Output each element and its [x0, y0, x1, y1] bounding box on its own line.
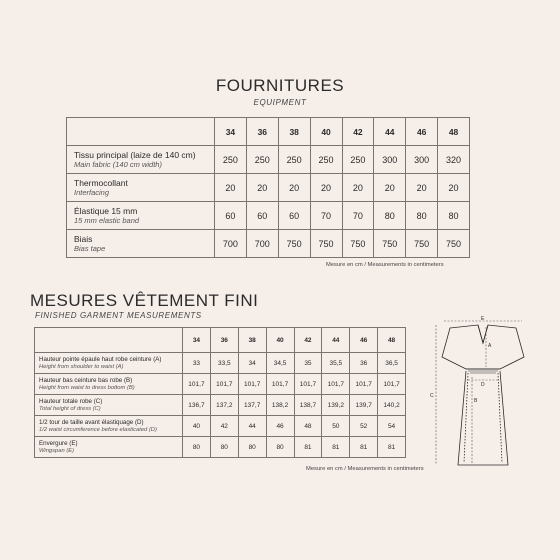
row-sublabel: Height from waist to dress bottom (B)	[39, 384, 135, 391]
value-cell: 35	[294, 353, 322, 374]
size-header: 34	[183, 328, 211, 353]
size-header: 36	[210, 328, 238, 353]
table-row	[35, 437, 406, 458]
size-header: 44	[322, 328, 350, 353]
label-e: E	[481, 316, 485, 322]
value-cell: 101,7	[266, 374, 294, 395]
value-cell: 101,7	[378, 374, 406, 395]
value-cell: 250	[246, 146, 278, 174]
value-cell: 137,7	[238, 395, 266, 416]
value-cell: 33,5	[210, 353, 238, 374]
value-cell: 138,7	[294, 395, 322, 416]
label-a: A	[488, 343, 492, 349]
header-empty-cell	[35, 328, 183, 353]
row-label: Hauteur bas ceinture bas robe (B)	[39, 376, 133, 384]
value-cell: 36,5	[378, 353, 406, 374]
size-header: 46	[406, 118, 438, 146]
value-cell: 750	[342, 230, 374, 258]
row-label-cell	[67, 146, 215, 174]
finished-subtitle: FINISHED GARMENT MEASUREMENTS	[35, 311, 202, 320]
size-header: 38	[278, 118, 310, 146]
value-cell: 81	[378, 437, 406, 458]
value-cell: 101,7	[322, 374, 350, 395]
value-cell: 300	[374, 146, 406, 174]
value-cell: 34	[238, 353, 266, 374]
value-cell: 139,7	[350, 395, 378, 416]
equipment-table	[66, 117, 470, 258]
row-label: Thermocollant	[74, 178, 128, 188]
label-d: D	[481, 382, 485, 388]
value-cell: 750	[310, 230, 342, 258]
table-row	[35, 374, 406, 395]
table-row	[67, 202, 470, 230]
equipment-title: FOURNITURES	[215, 76, 345, 95]
value-cell: 139,2	[322, 395, 350, 416]
value-cell: 80	[210, 437, 238, 458]
row-sublabel: Interfacing	[74, 188, 110, 197]
value-cell: 60	[278, 202, 310, 230]
row-label-cell	[35, 353, 183, 374]
value-cell: 20	[215, 174, 247, 202]
value-cell: 250	[278, 146, 310, 174]
finished-title: MESURES VÊTEMENT FINI	[30, 291, 259, 310]
size-header: 48	[438, 118, 470, 146]
value-cell: 250	[310, 146, 342, 174]
value-cell: 80	[438, 202, 470, 230]
value-cell: 250	[215, 146, 247, 174]
value-cell: 700	[246, 230, 278, 258]
value-cell: 320	[438, 146, 470, 174]
value-cell: 101,7	[210, 374, 238, 395]
row-sublabel: 15 mm elastic band	[74, 216, 140, 225]
value-cell: 34,5	[266, 353, 294, 374]
label-b: B	[474, 398, 478, 404]
row-label: Biais	[74, 234, 93, 244]
size-header: 44	[374, 118, 406, 146]
value-cell: 700	[215, 230, 247, 258]
value-cell: 140,2	[378, 395, 406, 416]
value-cell: 300	[406, 146, 438, 174]
row-label: Hauteur totale robe (C)	[39, 397, 103, 405]
value-cell: 81	[322, 437, 350, 458]
value-cell: 20	[406, 174, 438, 202]
size-header: 42	[342, 118, 374, 146]
row-label: Élastique 15 mm	[74, 206, 138, 216]
row-label-cell	[67, 174, 215, 202]
value-cell: 80	[183, 437, 211, 458]
value-cell: 80	[374, 202, 406, 230]
equipment-note: Mesure en cm / Measurements in centimeters	[326, 262, 444, 268]
value-cell: 70	[310, 202, 342, 230]
size-header: 48	[378, 328, 406, 353]
value-cell: 80	[266, 437, 294, 458]
label-c: C	[430, 393, 434, 399]
value-cell: 101,7	[183, 374, 211, 395]
row-label-cell	[35, 395, 183, 416]
table-header-row	[67, 118, 470, 146]
value-cell: 20	[342, 174, 374, 202]
value-cell: 81	[294, 437, 322, 458]
size-header: 36	[246, 118, 278, 146]
size-header: 34	[215, 118, 247, 146]
value-cell: 50	[322, 416, 350, 437]
table-row	[67, 230, 470, 258]
finished-measurements-table	[34, 327, 406, 458]
size-header: 46	[350, 328, 378, 353]
row-sublabel: Bias tape	[74, 244, 106, 253]
table-row	[35, 395, 406, 416]
table-row	[67, 146, 470, 174]
value-cell: 60	[215, 202, 247, 230]
value-cell: 750	[438, 230, 470, 258]
value-cell: 750	[374, 230, 406, 258]
value-cell: 81	[350, 437, 378, 458]
row-label-cell	[35, 437, 183, 458]
value-cell: 20	[374, 174, 406, 202]
value-cell: 60	[246, 202, 278, 230]
value-cell: 20	[310, 174, 342, 202]
row-label-cell	[35, 416, 183, 437]
value-cell: 101,7	[294, 374, 322, 395]
value-cell: 54	[378, 416, 406, 437]
row-label-cell	[67, 202, 215, 230]
value-cell: 101,7	[238, 374, 266, 395]
row-label-cell	[35, 374, 183, 395]
row-label: Envergure (E)	[39, 439, 78, 447]
value-cell: 250	[342, 146, 374, 174]
row-sublabel: Main fabric (140 cm width)	[74, 160, 162, 169]
value-cell: 46	[266, 416, 294, 437]
value-cell: 35,5	[322, 353, 350, 374]
row-label: 1/2 tour de taille avant élastiquage (D)	[39, 418, 144, 426]
value-cell: 20	[246, 174, 278, 202]
row-sublabel: Height from shoulder to waist (A)	[39, 363, 124, 370]
value-cell: 80	[238, 437, 266, 458]
finished-note: Mesure en cm / Measurements in centimeters	[306, 466, 424, 472]
value-cell: 750	[406, 230, 438, 258]
table-row	[35, 353, 406, 374]
value-cell: 33	[183, 353, 211, 374]
value-cell: 70	[342, 202, 374, 230]
value-cell: 44	[238, 416, 266, 437]
table-header-row	[35, 328, 406, 353]
value-cell: 80	[406, 202, 438, 230]
table-row	[35, 416, 406, 437]
value-cell: 136,7	[183, 395, 211, 416]
row-sublabel: Wingspan (E)	[39, 447, 75, 454]
row-sublabel: 1/2 waist circumference before elasticated (D)	[39, 426, 157, 433]
size-header: 40	[266, 328, 294, 353]
value-cell: 750	[278, 230, 310, 258]
row-label-cell	[67, 230, 215, 258]
size-header: 40	[310, 118, 342, 146]
table-row	[67, 174, 470, 202]
size-header: 38	[238, 328, 266, 353]
header-empty-cell	[67, 118, 215, 146]
value-cell: 40	[183, 416, 211, 437]
row-label: Hauteur pointe épaule haut robe ceinture (A)	[39, 355, 162, 363]
value-cell: 48	[294, 416, 322, 437]
value-cell: 52	[350, 416, 378, 437]
row-sublabel: Total height of dress (C)	[39, 405, 101, 412]
equipment-subtitle: EQUIPMENT	[253, 98, 307, 107]
value-cell: 138,2	[266, 395, 294, 416]
value-cell: 137,2	[210, 395, 238, 416]
value-cell: 20	[438, 174, 470, 202]
value-cell: 20	[278, 174, 310, 202]
value-cell: 36	[350, 353, 378, 374]
dress-diagram	[428, 315, 538, 475]
row-label: Tissu principal (laize de 140 cm)	[74, 150, 196, 160]
value-cell: 42	[210, 416, 238, 437]
size-header: 42	[294, 328, 322, 353]
value-cell: 101,7	[350, 374, 378, 395]
